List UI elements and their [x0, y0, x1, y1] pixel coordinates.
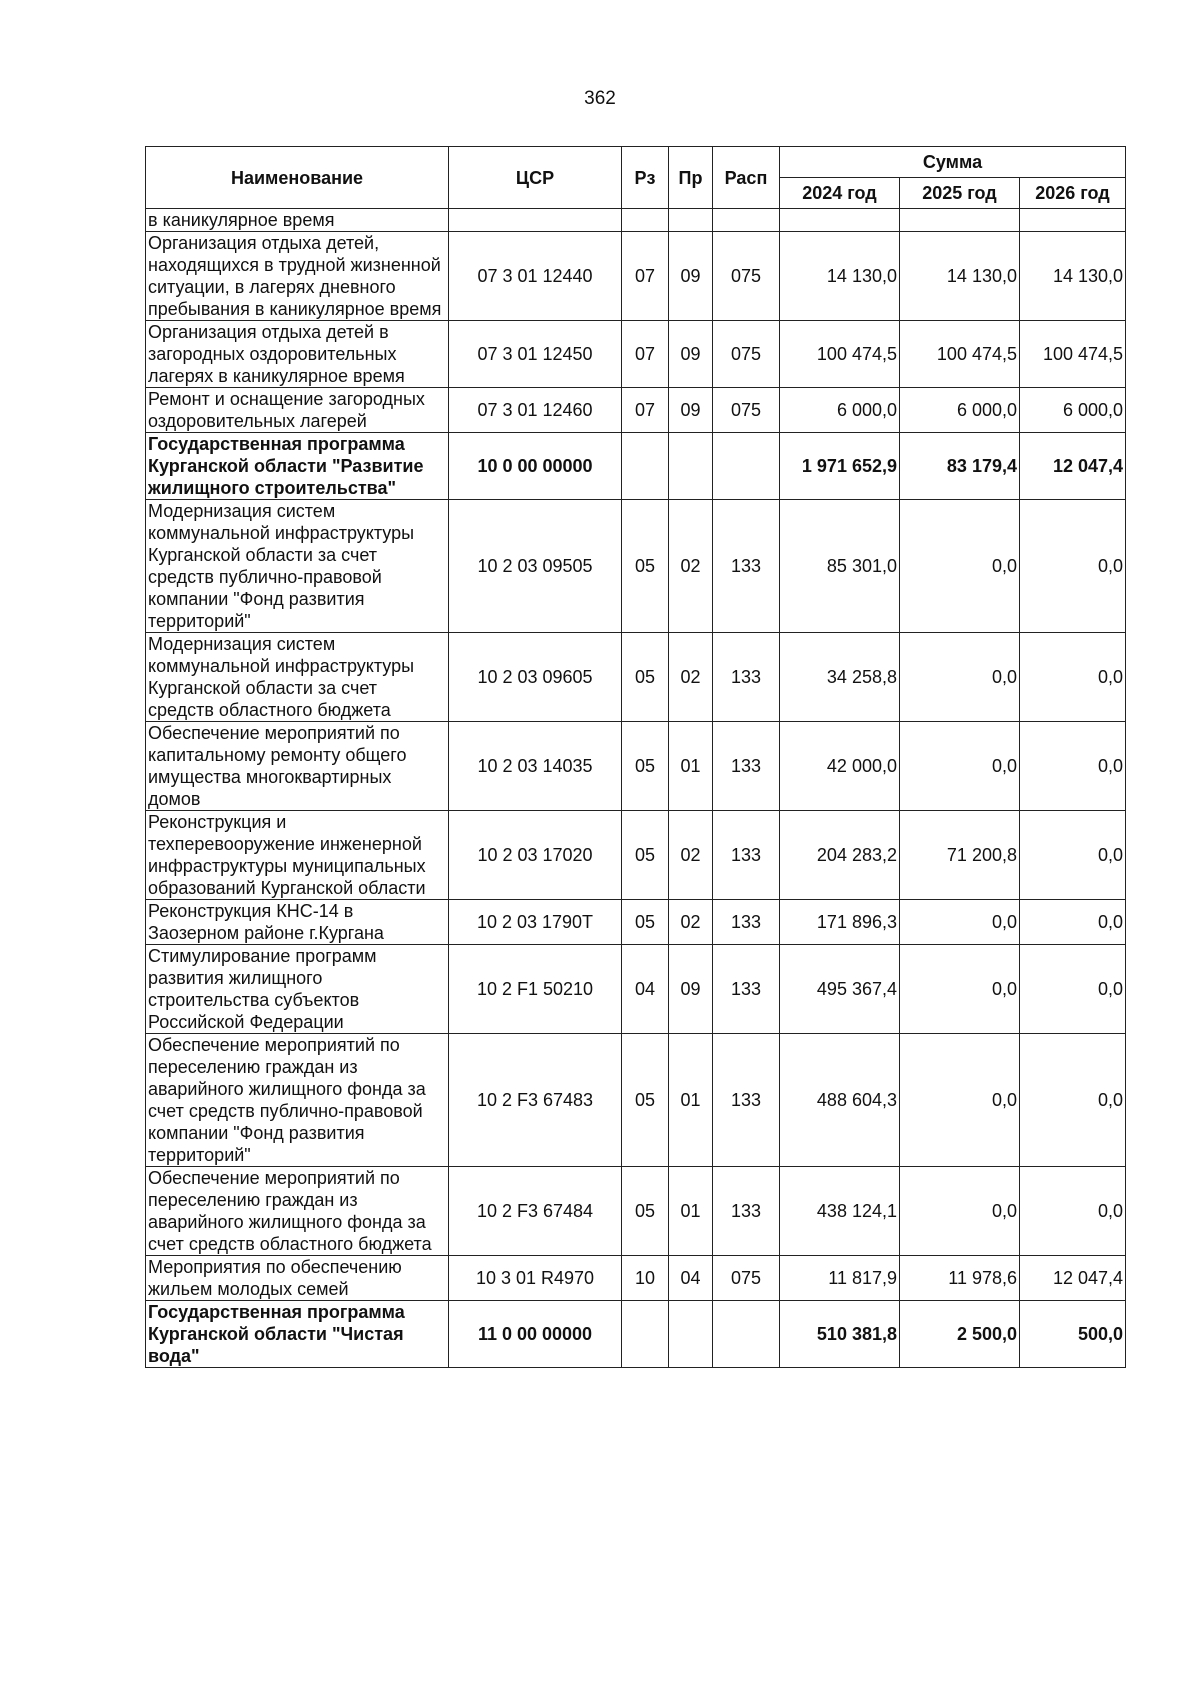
- cell-name: Мероприятия по обеспечению жильем молодых семей: [146, 1256, 449, 1301]
- cell-2026: 14 130,0: [1020, 232, 1126, 321]
- cell-rz: 07: [622, 232, 669, 321]
- cell-rz: 05: [622, 1167, 669, 1256]
- cell-pr: 09: [669, 232, 713, 321]
- cell-csr: 07 3 01 12460: [449, 388, 622, 433]
- cell-2025: 0,0: [900, 945, 1020, 1034]
- cell-2024: [780, 209, 900, 232]
- cell-2024: 100 474,5: [780, 321, 900, 388]
- cell-pr: [669, 209, 713, 232]
- cell-csr: [449, 209, 622, 232]
- cell-pr: 02: [669, 633, 713, 722]
- cell-csr: 07 3 01 12450: [449, 321, 622, 388]
- table-row: [146, 209, 1126, 232]
- cell-2024: 1 971 652,9: [780, 433, 900, 500]
- header-rz: Рз: [622, 147, 669, 209]
- cell-csr: 10 2 03 14035: [449, 722, 622, 811]
- cell-rasp: [713, 433, 780, 500]
- header-2024: 2024 год: [780, 178, 900, 209]
- cell-2026: 6 000,0: [1020, 388, 1126, 433]
- table-row: [146, 232, 1126, 321]
- cell-pr: [669, 1301, 713, 1368]
- cell-pr: [669, 433, 713, 500]
- cell-2026: 0,0: [1020, 811, 1126, 900]
- budget-table: [145, 146, 1126, 1368]
- program-row: [146, 1301, 1126, 1368]
- cell-2024: 34 258,8: [780, 633, 900, 722]
- cell-2024: 495 367,4: [780, 945, 900, 1034]
- cell-2025: 0,0: [900, 500, 1020, 633]
- cell-csr: 10 2 03 1790Т: [449, 900, 622, 945]
- cell-2025: 2 500,0: [900, 1301, 1020, 1368]
- table-row: [146, 500, 1126, 633]
- cell-name: Государственная программа Курганской области "Чистая вода": [146, 1301, 449, 1368]
- header-name: Наименование: [146, 147, 449, 209]
- cell-2025: [900, 209, 1020, 232]
- cell-2026: [1020, 209, 1126, 232]
- cell-pr: 02: [669, 900, 713, 945]
- cell-2024: 438 124,1: [780, 1167, 900, 1256]
- cell-rz: [622, 433, 669, 500]
- cell-csr: 10 3 01 R4970: [449, 1256, 622, 1301]
- cell-rasp: 075: [713, 1256, 780, 1301]
- cell-csr: 11 0 00 00000: [449, 1301, 622, 1368]
- cell-pr: 01: [669, 722, 713, 811]
- cell-rasp: 075: [713, 321, 780, 388]
- cell-2024: 14 130,0: [780, 232, 900, 321]
- cell-2026: 100 474,5: [1020, 321, 1126, 388]
- cell-name: Обеспечение мероприятий по переселению граждан из аварийного жилищного фонда за счет средств областного бюджета: [146, 1167, 449, 1256]
- cell-2025: 0,0: [900, 1034, 1020, 1167]
- cell-pr: 01: [669, 1034, 713, 1167]
- cell-rasp: 075: [713, 388, 780, 433]
- table-row: [146, 722, 1126, 811]
- cell-pr: 09: [669, 321, 713, 388]
- table-row: [146, 811, 1126, 900]
- cell-pr: 02: [669, 500, 713, 633]
- cell-2026: 500,0: [1020, 1301, 1126, 1368]
- header-rasp: Расп: [713, 147, 780, 209]
- cell-2026: 0,0: [1020, 1167, 1126, 1256]
- cell-csr: 10 2 03 09605: [449, 633, 622, 722]
- header-2026: 2026 год: [1020, 178, 1126, 209]
- cell-csr: 10 2 03 17020: [449, 811, 622, 900]
- cell-2026: 0,0: [1020, 1034, 1126, 1167]
- table-row: [146, 1256, 1126, 1301]
- cell-rz: 05: [622, 811, 669, 900]
- cell-rz: 05: [622, 633, 669, 722]
- cell-csr: 07 3 01 12440: [449, 232, 622, 321]
- table-row: [146, 633, 1126, 722]
- cell-2024: 488 604,3: [780, 1034, 900, 1167]
- cell-2025: 6 000,0: [900, 388, 1020, 433]
- cell-rz: 07: [622, 388, 669, 433]
- cell-rz: 05: [622, 722, 669, 811]
- table-row: [146, 388, 1126, 433]
- cell-2024: 11 817,9: [780, 1256, 900, 1301]
- cell-pr: 09: [669, 945, 713, 1034]
- cell-rasp: 133: [713, 722, 780, 811]
- cell-rz: 05: [622, 1034, 669, 1167]
- cell-name: Реконструкция и техперевооружение инженерной инфраструктуры муниципальных образований Курганской области: [146, 811, 449, 900]
- cell-2025: 11 978,6: [900, 1256, 1020, 1301]
- cell-name: в каникулярное время: [146, 209, 449, 232]
- cell-rasp: 075: [713, 232, 780, 321]
- cell-rz: 07: [622, 321, 669, 388]
- cell-rz: 04: [622, 945, 669, 1034]
- header-2025: 2025 год: [900, 178, 1020, 209]
- table-row: [146, 945, 1126, 1034]
- cell-2025: 83 179,4: [900, 433, 1020, 500]
- table-row: [146, 900, 1126, 945]
- cell-rasp: 133: [713, 500, 780, 633]
- cell-csr: 10 2 03 09505: [449, 500, 622, 633]
- cell-2026: 0,0: [1020, 500, 1126, 633]
- cell-2025: 0,0: [900, 722, 1020, 811]
- cell-name: Модернизация систем коммунальной инфраструктуры Курганской области за счет средств областного бюджета: [146, 633, 449, 722]
- program-row: [146, 433, 1126, 500]
- cell-2025: 14 130,0: [900, 232, 1020, 321]
- cell-pr: 09: [669, 388, 713, 433]
- cell-rasp: [713, 1301, 780, 1368]
- cell-name: Реконструкция КНС-14 в Заозерном районе г.Кургана: [146, 900, 449, 945]
- cell-pr: 04: [669, 1256, 713, 1301]
- cell-pr: 01: [669, 1167, 713, 1256]
- cell-rasp: 133: [713, 945, 780, 1034]
- table-row: [146, 1034, 1126, 1167]
- cell-2025: 100 474,5: [900, 321, 1020, 388]
- cell-rz: [622, 1301, 669, 1368]
- cell-name: Государственная программа Курганской области "Развитие жилищного строительства": [146, 433, 449, 500]
- cell-rasp: 133: [713, 900, 780, 945]
- cell-2024: 510 381,8: [780, 1301, 900, 1368]
- cell-2025: 0,0: [900, 633, 1020, 722]
- cell-rasp: 133: [713, 633, 780, 722]
- cell-rz: 05: [622, 500, 669, 633]
- cell-csr: 10 2 F3 67484: [449, 1167, 622, 1256]
- cell-2026: 0,0: [1020, 945, 1126, 1034]
- page-number: 362: [584, 88, 616, 109]
- cell-2026: 0,0: [1020, 900, 1126, 945]
- cell-rasp: 133: [713, 811, 780, 900]
- cell-2025: 0,0: [900, 1167, 1020, 1256]
- table-row: [146, 1167, 1126, 1256]
- cell-pr: 02: [669, 811, 713, 900]
- header-pr: Пр: [669, 147, 713, 209]
- cell-name: Обеспечение мероприятий по капитальному ремонту общего имущества многоквартирных домов: [146, 722, 449, 811]
- cell-2026: 0,0: [1020, 722, 1126, 811]
- cell-csr: 10 2 F1 50210: [449, 945, 622, 1034]
- cell-2026: 0,0: [1020, 633, 1126, 722]
- cell-2026: 12 047,4: [1020, 433, 1126, 500]
- cell-rasp: 133: [713, 1167, 780, 1256]
- cell-name: Ремонт и оснащение загородных оздоровительных лагерей: [146, 388, 449, 433]
- cell-2024: 6 000,0: [780, 388, 900, 433]
- cell-name: Организация отдыха детей, находящихся в трудной жизненной ситуации, в лагерях дневного пребывания в каникулярное время: [146, 232, 449, 321]
- cell-2025: 0,0: [900, 900, 1020, 945]
- cell-csr: 10 0 00 00000: [449, 433, 622, 500]
- cell-2024: 42 000,0: [780, 722, 900, 811]
- cell-2024: 85 301,0: [780, 500, 900, 633]
- cell-name: Стимулирование программ развития жилищного строительства субъектов Российской Федерации: [146, 945, 449, 1034]
- cell-rasp: 133: [713, 1034, 780, 1167]
- cell-name: Организация отдыха детей в загородных оздоровительных лагерях в каникулярное время: [146, 321, 449, 388]
- header-sum: Сумма: [780, 147, 1126, 178]
- cell-rz: 05: [622, 900, 669, 945]
- cell-rz: [622, 209, 669, 232]
- cell-2026: 12 047,4: [1020, 1256, 1126, 1301]
- header-csr: ЦСР: [449, 147, 622, 209]
- cell-2025: 71 200,8: [900, 811, 1020, 900]
- cell-name: Обеспечение мероприятий по переселению граждан из аварийного жилищного фонда за счет средств публично-правовой компании "Фонд развития территорий": [146, 1034, 449, 1167]
- table-row: [146, 321, 1126, 388]
- cell-2024: 204 283,2: [780, 811, 900, 900]
- cell-rasp: [713, 209, 780, 232]
- cell-2024: 171 896,3: [780, 900, 900, 945]
- cell-rz: 10: [622, 1256, 669, 1301]
- cell-name: Модернизация систем коммунальной инфраструктуры Курганской области за счет средств публично-правовой компании "Фонд развития территорий": [146, 500, 449, 633]
- cell-csr: 10 2 F3 67483: [449, 1034, 622, 1167]
